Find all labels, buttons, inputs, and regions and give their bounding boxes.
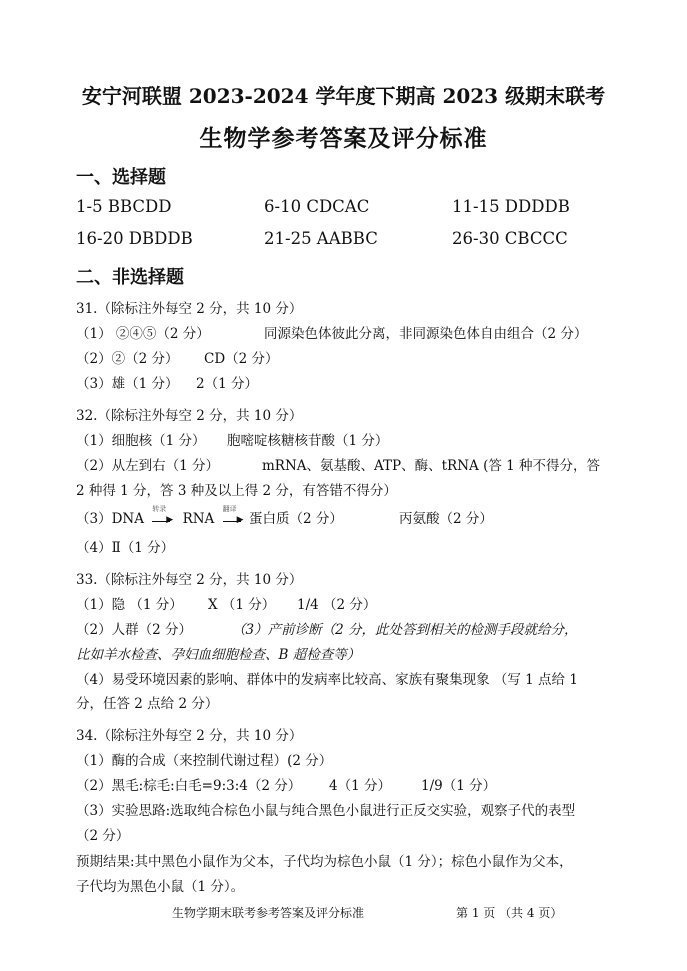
q34-answer: 子代均为黑色小鼠（1 分）。 <box>76 879 245 895</box>
q34-answer: （2）黑毛:棕毛:白毛=9:3:4（2 分） <box>76 778 302 794</box>
q33-answer: （3）产前诊断（2 分，此处答到相关的检测手段就给分， <box>232 622 578 638</box>
arrow-label: 转录 <box>152 504 167 513</box>
q31-answer: CD（2 分） <box>204 351 279 367</box>
footer-page-number: 第 1 页 （共 4 页） <box>456 906 563 920</box>
q34-answer: 1/9（1 分） <box>421 778 497 794</box>
dna-label: （3）DNA <box>76 511 144 527</box>
section-heading-nonchoice: 二、非选择题 <box>76 267 184 288</box>
q31-heading: 31.（除标注外每空 2 分，共 10 分） <box>76 301 303 317</box>
translation-arrow-icon: 翻译 ▶ <box>222 504 244 525</box>
answer-group: 21-25 AABBC <box>264 229 378 248</box>
q34-answer: （3）实验思路:选取纯合棕色小鼠与纯合黑色小鼠进行正反交实验，观察子代的表型 <box>76 803 576 819</box>
footer-doc-name: 生物学期末联考参考答案及评分标准 <box>172 906 365 920</box>
q33-heading: 33.（除标注外每空 2 分，共 10 分） <box>76 572 303 588</box>
q31-answer: （1） ②④⑤（2 分） <box>76 326 210 342</box>
q32-answer: 蛋白质（2 分） <box>249 511 343 527</box>
q33-answer: 比如羊水检查、孕妇血细胞检查、B 超检查等） <box>76 647 361 663</box>
q31-answer: （3）雄（1 分） <box>76 376 179 392</box>
rna-label: RNA <box>182 511 215 527</box>
q33-answer: X （1 分） <box>208 597 276 613</box>
q31-answer: （2）②（2 分） <box>76 351 179 367</box>
q34-answer: （2 分） <box>76 828 130 844</box>
arrow-label: 翻译 <box>222 504 237 513</box>
answer-group: 26-30 CBCCC <box>452 229 568 248</box>
page-subtitle: 生物学参考答案及评分标准 <box>199 125 488 152</box>
q32-answer: mRNA、氨基酸、ATP、酶、tRNA (答 1 种不得分，答 <box>262 458 601 474</box>
q34-answer: 预期结果:其中黑色小鼠作为父本，子代均为棕色小鼠（1 分）；棕色小鼠作为父本， <box>76 854 573 870</box>
q32-central-dogma <box>76 504 249 527</box>
q32-answer: （1）细胞核（1 分） <box>76 433 206 449</box>
q33-answer: 分，任答 2 点给 2 分） <box>76 696 219 712</box>
q34-answer: （1）酶的合成（来控制代谢过程）(2 分） <box>76 753 333 769</box>
transcription-arrow-icon: 转录 ▶ <box>152 504 174 525</box>
q34-heading: 34.（除标注外每空 2 分，共 10 分） <box>76 728 303 744</box>
q32-answer: 丙氨酸（2 分） <box>399 511 493 527</box>
q31-answer: 同源染色体彼此分离，非同源染色体自由组合（2 分） <box>264 326 588 342</box>
section-heading-choice: 一、选择题 <box>76 167 166 188</box>
q34-answer: 4（1 分） <box>329 778 391 794</box>
answer-group: 11-15 DDDDB <box>452 197 570 216</box>
q32-answer: 2 种得 1 分，答 3 种及以上得 2 分，有答错不得分） <box>76 483 397 499</box>
q33-answer: （4）易受环境因素的影响、群体中的发病率比较高、家族有聚集现象 （写 1 点给 1 <box>76 672 578 688</box>
q33-answer: 1/4 （2 分） <box>297 597 377 613</box>
q32-answer: （2）从左到右（1 分） <box>76 458 219 474</box>
page-title: 安宁河联盟 2023-2024 学年度下期高 2023 级期末联考 <box>81 84 606 108</box>
q32-answer: （4）Ⅱ（1 分） <box>76 540 175 556</box>
answer-group: 1-5 BBCDD <box>76 197 172 216</box>
q31-answer: 2（1 分） <box>196 376 258 392</box>
q32-heading: 32.（除标注外每空 2 分，共 10 分） <box>76 408 303 424</box>
answer-group: 16-20 DBDDB <box>76 229 193 248</box>
q32-answer: 胞嘧啶核糖核苷酸（1 分） <box>227 433 389 449</box>
q33-answer: （2）人群（2 分） <box>76 622 192 638</box>
answer-group: 6-10 CDCAC <box>264 197 370 216</box>
q33-answer: （1）隐 （1 分） <box>76 597 183 613</box>
